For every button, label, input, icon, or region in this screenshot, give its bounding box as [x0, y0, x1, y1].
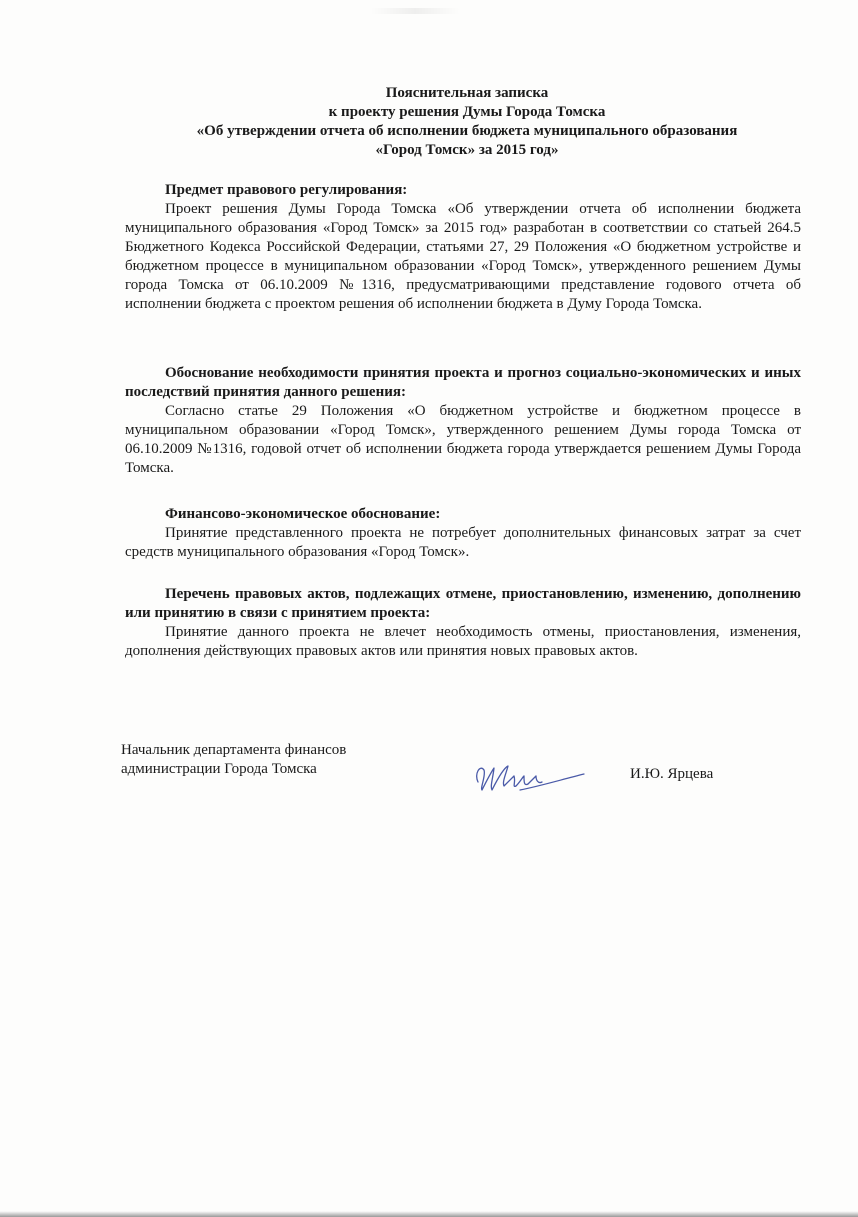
handwritten-signature — [460, 752, 590, 802]
title-line-2: к проекту решения Думы Города Томска — [328, 104, 606, 120]
section-heading: Перечень правовых актов, подлежащих отмене, приостановлению, изменению, дополнению или принятию в связи с принятием проекта: — [125, 586, 801, 621]
section-legal-subject — [125, 181, 801, 314]
signatory-position — [121, 741, 346, 779]
section-heading: Финансово-экономическое обоснование: — [165, 506, 441, 522]
title-line-4: «Город Томск» за 2015 год» — [375, 142, 559, 158]
scan-artifact — [370, 8, 460, 14]
document-title — [120, 84, 814, 160]
position-line-2: администрации Города Томска — [121, 761, 317, 777]
title-line-3: «Об утверждении отчета об исполнении бюджета муниципального образования — [196, 123, 738, 139]
scan-edge — [0, 1211, 858, 1217]
section-body: Согласно статье 29 Положения «О бюджетном устройстве и бюджетном процессе в муниципальном образовании «Город Томск», утвержденного решением Думы города Томска от 06.10.2009 №1316, годовой отчет об исполнении бюджета города утверждается решением Думы Города Томска. — [125, 403, 801, 476]
section-financial — [125, 505, 801, 562]
section-heading: Предмет правового регулирования: — [165, 182, 408, 198]
section-body: Проект решения Думы Города Томска «Об утверждении отчета об исполнении бюджета муниципального образования «Город Томск» за 2015 год» разработан в соответствии со статьей 264.5 Бюджетного Кодекса Российской Федерации, статьями 27, 29 Положения «О бюджетном устройстве и бюджетном процессе в муниципальном образовании «Город Томск», утвержденного решением Думы города Томска от 06.10.2009 №1316, предусматривающими представление годового отчета об исполнении бюджета с проектом решения об исполнении бюджета в Думу Города Томска. — [125, 201, 801, 312]
title-line-1: Пояснительная записка — [385, 85, 549, 101]
signatory-name: И.Ю. Ярцева — [630, 766, 714, 782]
section-body: Принятие представленного проекта не потребует дополнительных финансовых затрат за счет средств муниципального образования «Город Томск». — [125, 525, 801, 560]
signature-stroke — [477, 766, 542, 790]
section-justification — [125, 364, 801, 478]
position-line-1: Начальник департамента финансов — [121, 742, 347, 758]
section-heading: Обоснование необходимости принятия проекта и прогноз социально-экономических и иных последствий принятия данного решения: — [125, 365, 801, 400]
section-legal-acts — [125, 585, 801, 661]
section-body: Принятие данного проекта не влечет необходимость отмены, приостановления, изменения, дополнения действующих правовых актов или принятия новых правовых актов. — [125, 624, 801, 659]
